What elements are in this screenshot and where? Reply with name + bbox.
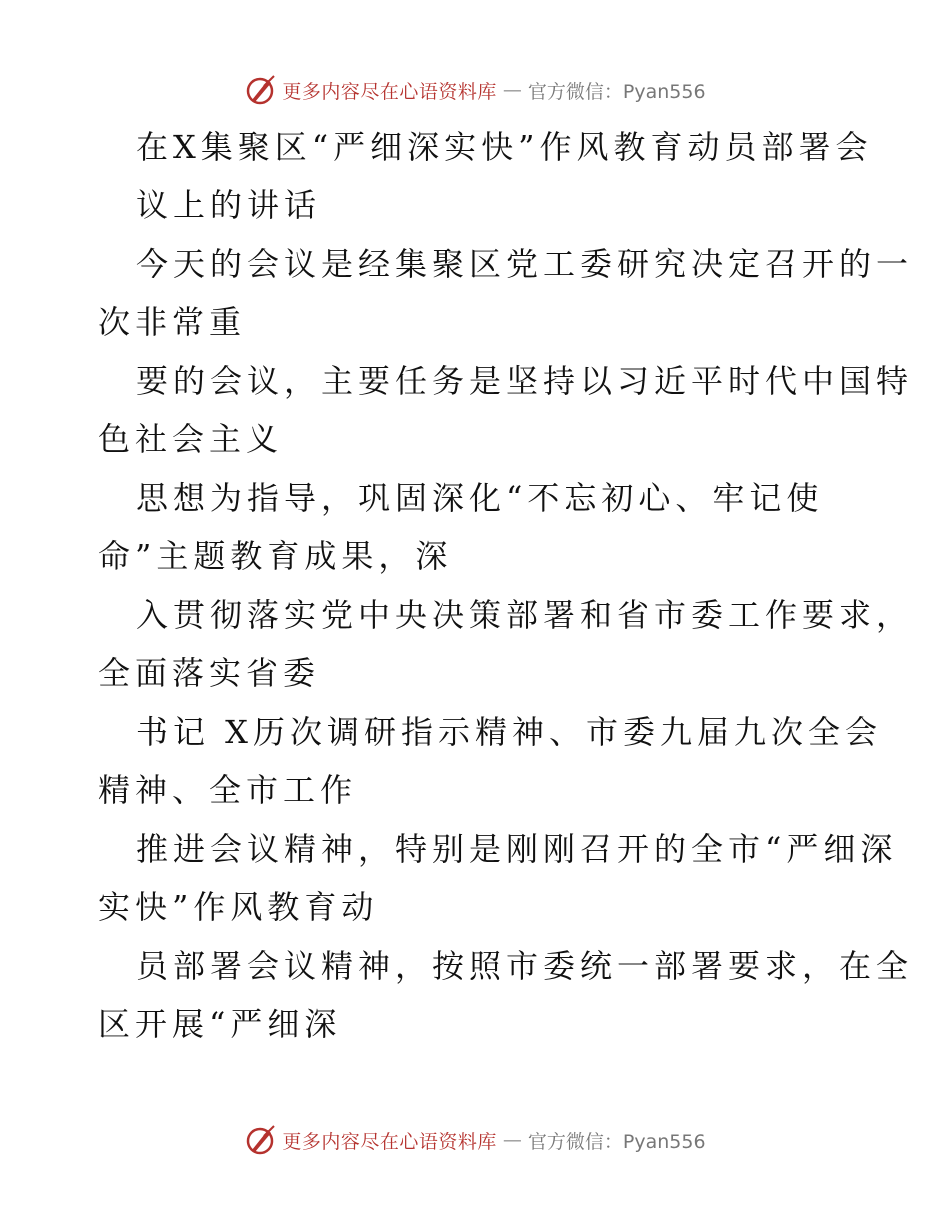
- paragraph-line: 入贯彻落实党中央决策部署和省市委工作要求，: [136, 596, 914, 634]
- document-title-line-2: 议上的讲话: [136, 186, 322, 224]
- paragraph-line: 命”主题教育成果，深: [98, 537, 453, 575]
- paragraph-line: 员部署会议精神，按照市委统一部署要求，在全: [136, 947, 914, 985]
- banner-dash: —: [502, 1129, 522, 1151]
- paragraph-line: 全面落实省委: [98, 654, 321, 692]
- paragraph-line: 要的会议，主要任务是坚持以习近平时代中国特: [136, 362, 914, 400]
- banner-brand-text: 更多内容尽在心语资料库: [282, 80, 497, 103]
- footer-watermark-banner: [0, 1120, 950, 1160]
- paragraph-line: 今天的会议是经集聚区党工委研究决定召开的一: [136, 245, 914, 283]
- banner-wechat-text: 官方微信：Pyan556: [527, 1130, 706, 1153]
- paragraph-line: 次非常重: [98, 303, 247, 341]
- paragraph-line: 思想为指导，巩固深化“不忘初心、牢记使: [136, 479, 824, 517]
- paragraph-line: 实快”作风教育动: [98, 888, 379, 926]
- document-title-line-1: 在X集聚区“严细深实快”作风教育动员部署会: [136, 128, 873, 166]
- quill-pen-logo-icon: [244, 1124, 276, 1156]
- header-watermark-banner: [0, 70, 950, 110]
- paragraph-line: 精神、全市工作: [98, 771, 358, 809]
- banner-wechat-text: 官方微信：Pyan556: [527, 80, 706, 103]
- paragraph-line: 色社会主义: [98, 420, 284, 458]
- quill-pen-logo-icon: [244, 74, 276, 106]
- paragraph-line: 推进会议精神，特别是刚刚召开的全市“严细深: [136, 830, 898, 868]
- paragraph-line: 书记 X历次调研指示精神、市委九届九次全会: [136, 713, 882, 751]
- paragraph-line: 区开展“严细深: [98, 1005, 342, 1043]
- banner-dash: —: [502, 79, 522, 101]
- banner-brand-text: 更多内容尽在心语资料库: [282, 1130, 497, 1153]
